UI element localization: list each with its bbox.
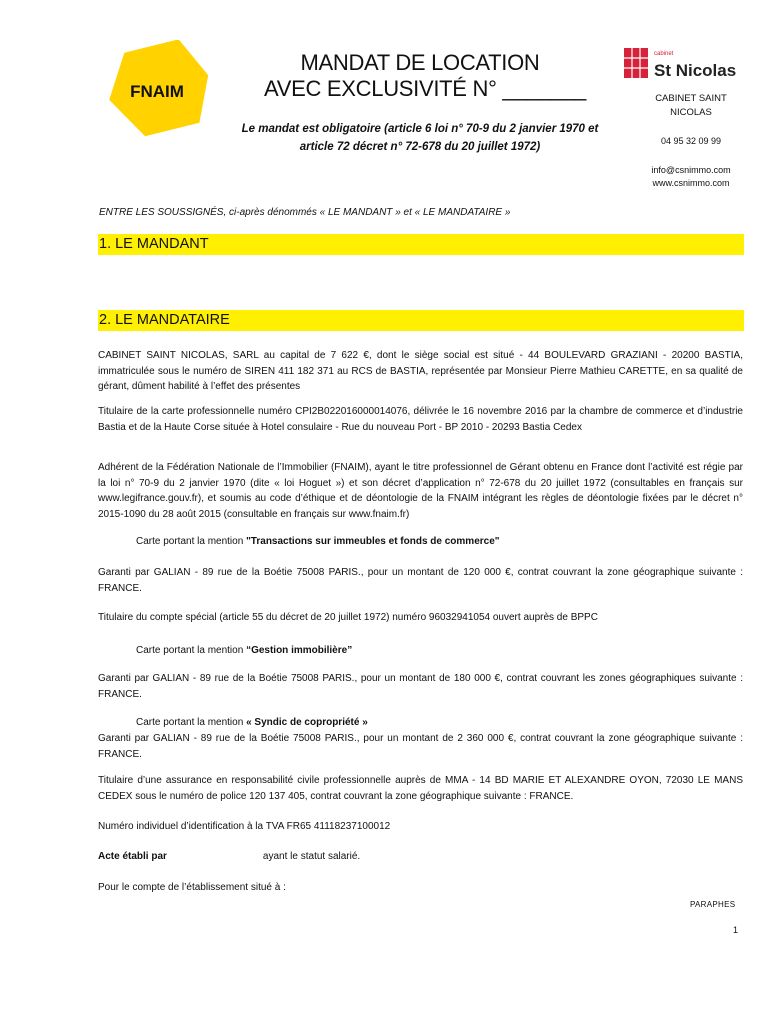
card-mention-transactions: Carte portant la mention "Transactions sur immeubles et fonds de commerce" xyxy=(136,536,500,547)
paraphes-label: PARAPHES xyxy=(690,900,736,909)
agency-email: info@csnimmo.com xyxy=(651,165,731,175)
card-mention-syndic: Carte portant la mention « Syndic de copropriété » xyxy=(136,717,368,728)
establishment-location: Pour le compte de l’établissement situé à : xyxy=(98,882,286,893)
professional-card: Titulaire de la carte professionnelle numéro CPI2B022016000014076, délivrée le 16 novembre 2016 par la chambre de commerce et d’industrie Bastia et de la Haute Corse située à Hotel consulaire - Rue du nouveau Port - BP 2010 - 20293 Bastia Cedex xyxy=(98,406,743,433)
acte-label: Acte établi par xyxy=(98,851,167,862)
document-title-line1: MANDAT DE LOCATION xyxy=(300,50,540,75)
guarantee-transactions: Garanti par GALIAN - 89 rue de la Boétie 75008 PARIS., pour un montant de 120 000 €, contrat couvrant la zone géographique suivante : FRANCE. xyxy=(98,567,743,594)
document-title-line2: AVEC EXCLUSIVITÉ N° _______ xyxy=(264,76,586,101)
guarantee-gestion: Garanti par GALIAN - 89 rue de la Boétie 75008 PARIS., pour un montant de 180 000 €, contrat couvrant les zones géographiques suivante : FRANCE. xyxy=(98,673,743,700)
svg-text:FNAIM: FNAIM xyxy=(130,82,184,101)
section-mandant-header xyxy=(98,234,744,255)
insurance-rcp: Titulaire d’une assurance en responsabilité civile professionnelle auprès de MMA - 14 BD MARIE ET ALEXANDRE OYON, 72030 LE MANS CEDEX sous le numéro de police 120 137 405, contrat couvrant la zone géographique suivante : FRANCE. xyxy=(98,775,743,802)
section-mandataire-header xyxy=(98,310,744,331)
fnaim-logo xyxy=(98,40,216,138)
document-title-block xyxy=(210,50,630,156)
card-mention-gestion: Carte portant la mention “Gestion immobilière” xyxy=(136,645,353,656)
legal-notice-line2: article 72 décret n° 72-678 du 20 juillet 1972) xyxy=(299,141,541,153)
agency-name-line2: NICOLAS xyxy=(670,107,712,118)
vat-number: Numéro individuel d’identification à la TVA FR65 41118237100012 xyxy=(98,821,391,832)
section-mandant-title: 1. LE MANDANT xyxy=(99,236,209,252)
parties-intro: ENTRE LES SOUSSIGNÉS, ci-après dénommés « LE MANDANT » et « LE MANDATAIRE » xyxy=(99,207,511,218)
agency-contact xyxy=(626,92,756,190)
special-account: Titulaire du compte spécial (article 55 du décret de 20 juillet 1972) numéro 96032941054 ouvert auprès de BPPC xyxy=(98,612,598,623)
page-number: 1 xyxy=(733,925,739,935)
agency-phone: 04 95 32 09 99 xyxy=(660,136,722,146)
fnaim-membership: Adhérent de la Fédération Nationale de l’Immobilier (FNAIM), ayant le titre professionnel de Gérant obtenu en France dont l’activité est régie par la loi n° 70-9 du 2 janvier 1970 (dite « loi Hoguet ») et son décret d’application n° 72-678 du 20 juillet 1972 (consultables en français sur www.legifrance.gouv.fr), et soumis au code d’éthique et de déontologie de la FNAIM intégrant les règles de déontologie fixées par le décret n° 2015-1090 du 28 août 2015 (consultable en français sur www.fnaim.fr) xyxy=(98,462,743,520)
mandataire-identity: CABINET SAINT NICOLAS, SARL au capital de 7 622 €, dont le siège social est situé - 44 BOULEVARD GRAZIANI - 20200 BASTIA, immatriculée sous le numéro de SIREN 411 182 371 au RCS de BASTIA, représentée par Monsieur Pierre Mathieu CARETTE, en sa qualité de gérant, dûment habilité à l’effet des présentes xyxy=(98,350,743,393)
svg-text:cabinet: cabinet xyxy=(654,51,674,57)
agency-website: www.csnimmo.com xyxy=(652,178,730,188)
legal-notice xyxy=(210,120,630,156)
acte-etabli-par xyxy=(98,849,743,865)
guarantee-syndic: Garanti par GALIAN - 89 rue de la Boétie 75008 PARIS., pour un montant de 2 360 000 €, contrat couvrant la zone géographique suivante : FRANCE. xyxy=(98,733,743,760)
svg-text:St Nicolas: St Nicolas xyxy=(654,61,737,80)
legal-notice-line1: Le mandat est obligatoire (article 6 loi n° 70-9 du 2 janvier 1970 et xyxy=(241,123,599,135)
section-mandataire-title: 2. LE MANDATAIRE xyxy=(99,312,230,328)
agency-name-line1: CABINET SAINT xyxy=(655,93,727,104)
acte-status: ayant le statut salarié. xyxy=(262,851,361,862)
saint-nicolas-logo xyxy=(622,46,748,80)
